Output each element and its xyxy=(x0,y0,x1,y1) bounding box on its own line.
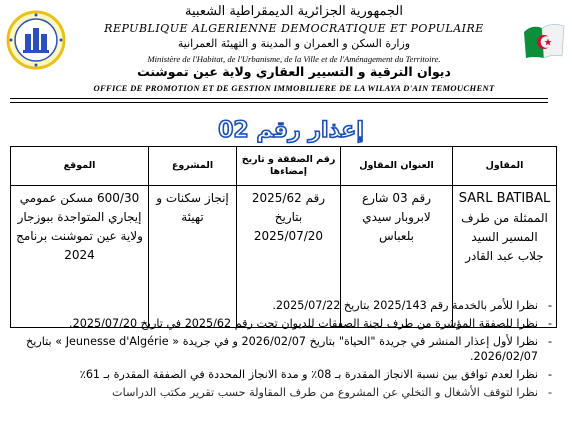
algeria-flag-icon xyxy=(522,18,566,60)
cell-address: رقم 03 شارع لابروبار سيدي بلعباس xyxy=(341,186,453,328)
list-item: - نظرا للأمر بالخدمة رقم 2025/143 بتاريخ 2025/07/22. xyxy=(272,299,552,312)
header-address: العنوان المقاول xyxy=(341,147,453,186)
table-header-row xyxy=(11,147,557,186)
header-project: المشروع xyxy=(149,147,237,186)
header-deal: رقم الصفقة و تاريخ إمضاءها xyxy=(237,147,341,186)
notice-title xyxy=(196,114,386,144)
considerations-list xyxy=(26,298,552,403)
ministry-arabic: وزارة السكن و العمران و المدينة و التهيئة العمرانية xyxy=(177,37,411,50)
cell-location: 600/30 مسكن عمومي إيجاري المتواجدة ببوزجار ولاية عين تموشنت برنامج 2024 xyxy=(11,186,149,328)
cell-project: إنجاز سكنات و تهيئة xyxy=(149,186,237,328)
office-french: OFFICE DE PROMOTION ET DE GESTION IMMOBILIERE DE LA WILAYA D'AIN TEMOUCHENT xyxy=(93,83,495,93)
office-arabic: ديوان الترقية و التسيير العقاري ولاية عين تموشنت xyxy=(137,64,451,79)
header-rule-thin xyxy=(10,102,548,103)
republic-arabic: الجمهورية الجزائرية الديمقراطية الشعبية xyxy=(185,4,403,19)
title-text: إعذار رقم 02 xyxy=(218,118,364,143)
header-rule xyxy=(10,98,548,99)
list-item: - نظرا لأول إعذار المنشر في جريدة "الحياة" بتاريخ 2026/02/07 و في جريدة « Jeunesse d'Algérie » بتاريخ 2026/02/07. xyxy=(26,335,552,363)
header-location: الموقع xyxy=(11,147,149,186)
deal-number: رقم 2025/62 xyxy=(251,191,326,205)
deal-date: 2025/07/20 xyxy=(253,229,324,243)
republic-french: REPUBLIQUE ALGERIENNE DEMOCRATIQUE ET POPULAIRE xyxy=(104,22,484,35)
list-item: - نظرا لعدم توافق بين نسبة الانجاز المقدرة بـ 08٪ و مدة الانجاز المحددة في الصفقة المقدرة بـ 61٪ xyxy=(79,368,552,381)
list-item: - نظرا لتوقف الأشغال و التخلي عن المشروع من طرف المقاولة حسب تقرير مكتب الدراسات xyxy=(112,386,552,399)
opgi-logo-icon xyxy=(6,10,66,70)
contractor-name: SARL BATIBAL xyxy=(458,191,551,206)
list-item: - نظرا للصفقة المؤشرة من طرف لجنة الصفقات للديوان تحت رقم 2025/62 في تاريخ 2025/07/20. xyxy=(69,317,552,330)
contractor-representative: الممثلة من طرف المسير السيد جلاب عبد القادر xyxy=(461,211,548,263)
header-contractor: المقاول xyxy=(453,147,557,186)
deal-date-label: بتاريخ xyxy=(274,210,303,224)
letterhead xyxy=(0,0,572,110)
ministry-french: Ministère de l'Habitat, de l'Urbanisme, de la Ville et de l'Aménagement du Territoire. xyxy=(147,54,441,64)
